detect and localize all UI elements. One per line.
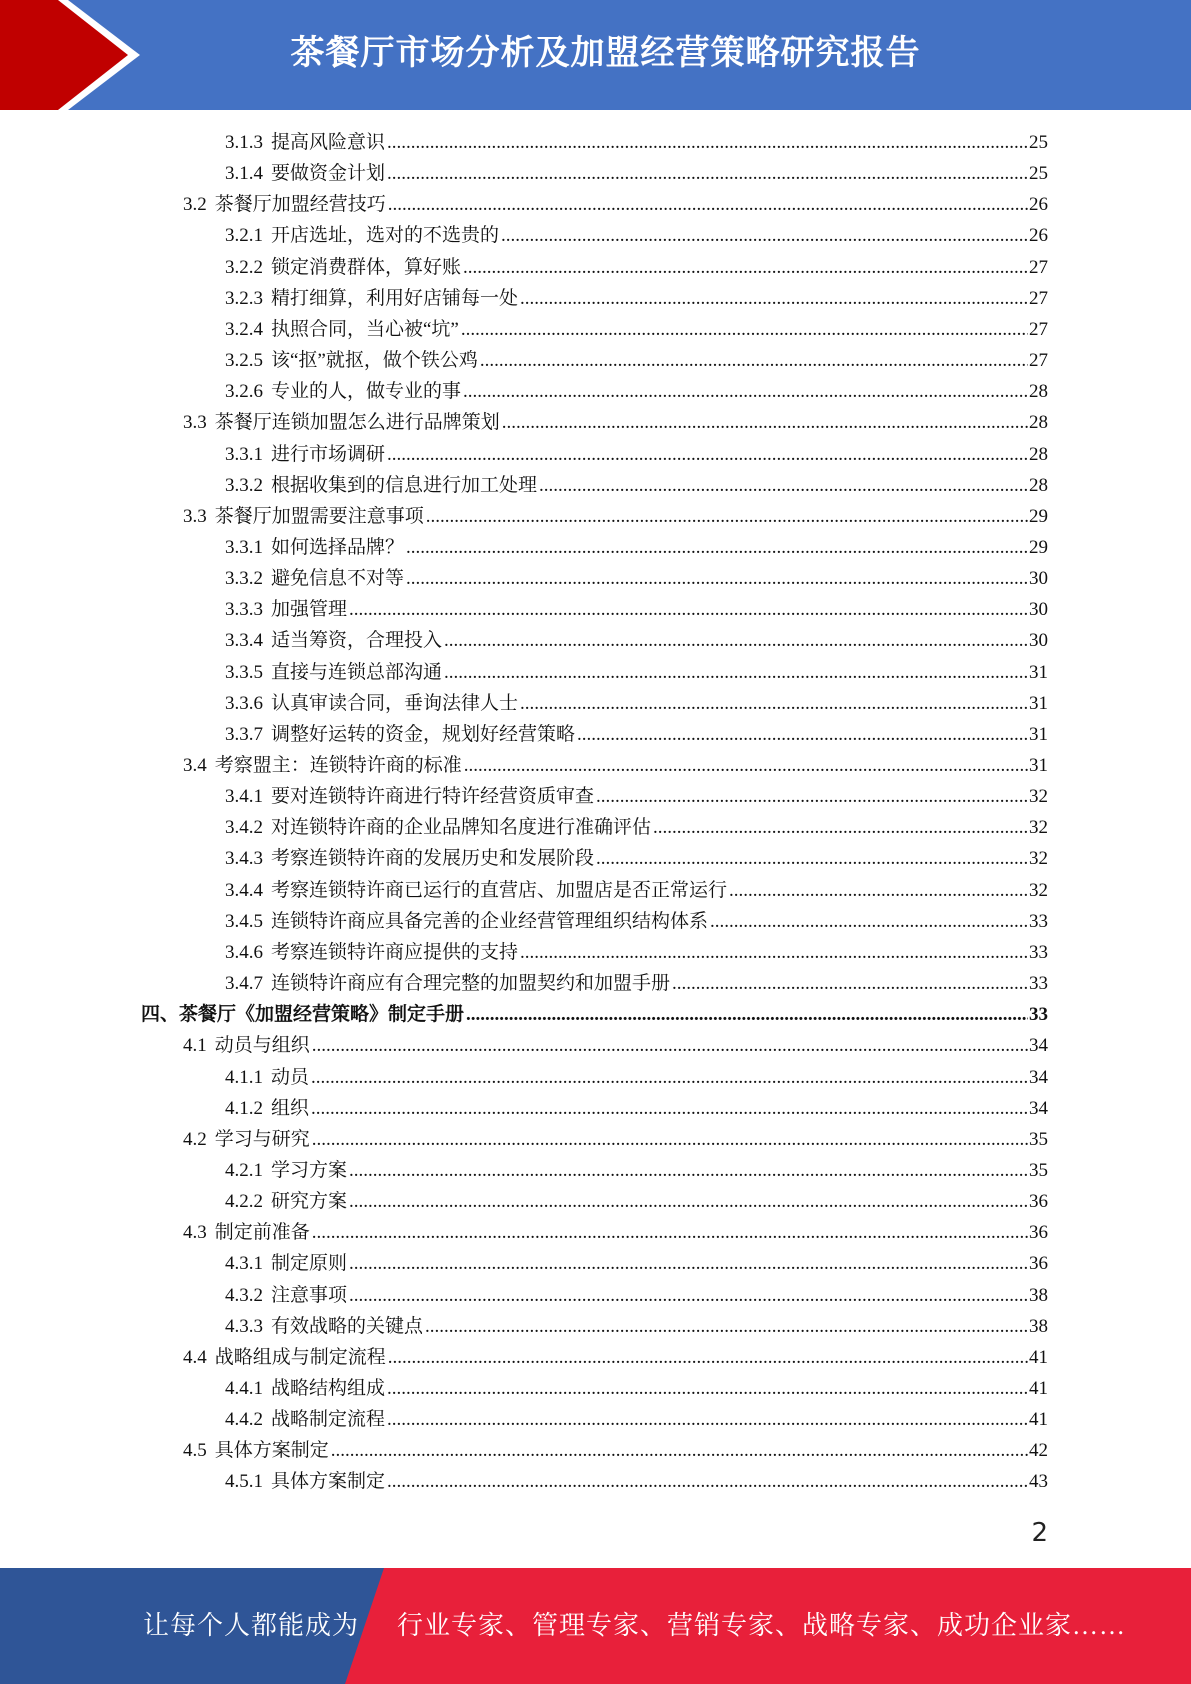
toc-entry-title: 要对连锁特许商进行特许经营资质审查 xyxy=(271,786,595,808)
toc-entry-page: 38 xyxy=(1029,1284,1048,1306)
toc-entry-number: 4.1 xyxy=(183,1035,207,1057)
toc-entry-number: 4.3.2 xyxy=(225,1284,263,1306)
toc-dot-leader xyxy=(729,875,1028,906)
toc-entry-number: 3.3.2 xyxy=(225,568,263,590)
toc-entry-page: 42 xyxy=(1029,1440,1048,1462)
toc-entry-number: 4.1.2 xyxy=(225,1097,263,1119)
toc-entry-number: 3.2.3 xyxy=(225,287,263,309)
toc-dot-leader xyxy=(406,563,1028,594)
toc-dot-leader xyxy=(311,1062,1028,1093)
toc-entry[interactable] xyxy=(225,1373,1048,1404)
toc-dot-leader xyxy=(466,999,1028,1030)
toc-entry[interactable] xyxy=(225,376,1048,407)
toc-dot-leader xyxy=(501,220,1028,251)
toc-entry-title: 执照合同，当心被“坑” xyxy=(271,318,459,340)
toc-entry[interactable] xyxy=(225,812,1048,843)
toc-entry[interactable] xyxy=(183,189,1048,220)
toc-entry-number: 3.3.1 xyxy=(225,536,263,558)
toc-entry-number: 3.1.3 xyxy=(225,132,263,153)
toc-entry-number: 3.4.5 xyxy=(225,910,263,932)
toc-entry-page: 34 xyxy=(1029,1097,1048,1119)
toc-entry-number: 4.2.2 xyxy=(225,1191,263,1213)
toc-entry-number: 4.3.1 xyxy=(225,1253,263,1275)
toc-entry-number: 4.2 xyxy=(183,1128,207,1150)
toc-entry-page: 41 xyxy=(1029,1378,1048,1399)
toc-entry-title: 考察盟主：连锁特许商的标准 xyxy=(214,755,462,776)
toc-entry-page: 26 xyxy=(1029,225,1048,247)
toc-dot-leader xyxy=(577,719,1028,750)
toc-entry-title: 学习方案 xyxy=(271,1159,348,1181)
toc-dot-leader xyxy=(349,1155,1028,1186)
toc-entry-title: 加强管理 xyxy=(271,599,348,621)
toc-dot-leader xyxy=(349,1186,1028,1217)
toc-entry[interactable] xyxy=(225,968,1048,999)
toc-entry[interactable] xyxy=(225,252,1048,283)
toc-entry-title: 要做资金计划 xyxy=(271,163,386,185)
toc-entry-page: 32 xyxy=(1029,786,1048,808)
toc-entry-page: 31 xyxy=(1029,692,1048,714)
toc-entry-title: 茶餐厅加盟经营技巧 xyxy=(214,194,386,216)
toc-entry-page: 36 xyxy=(1029,1222,1048,1244)
toc-entry-number: 3.3.1 xyxy=(225,443,263,465)
toc-dot-leader xyxy=(444,657,1028,688)
toc-dot-leader xyxy=(596,781,1028,812)
toc-entry[interactable] xyxy=(225,283,1048,314)
toc-entry[interactable] xyxy=(225,532,1048,563)
toc-entry[interactable] xyxy=(183,407,1048,438)
toc-entry-title: 战略结构组成 xyxy=(271,1378,386,1399)
toc-entry-page: 31 xyxy=(1029,723,1048,745)
toc-dot-leader xyxy=(520,937,1028,968)
toc-entry-page: 33 xyxy=(1029,941,1048,963)
toc-entry-page: 29 xyxy=(1029,536,1048,558)
toc-entry-number: 3.3 xyxy=(183,412,207,434)
toc-entry-title: 认真审读合同，垂询法律人士 xyxy=(271,692,519,714)
toc-entry-number: 3.2.2 xyxy=(225,256,263,278)
toc-entry-title: 组织 xyxy=(271,1097,310,1119)
toc-entry[interactable] xyxy=(225,688,1048,719)
toc-entry[interactable] xyxy=(183,1030,1048,1061)
toc-entry-page: 41 xyxy=(1029,1409,1048,1431)
header-banner xyxy=(0,0,1191,110)
toc-dot-leader xyxy=(463,376,1028,407)
toc-entry[interactable] xyxy=(225,906,1048,937)
toc-entry-page: 30 xyxy=(1029,568,1048,590)
toc-dot-leader xyxy=(520,688,1028,719)
toc-entry-title: 战略组成与制定流程 xyxy=(214,1346,386,1368)
toc-entry-number: 3.4.1 xyxy=(225,786,263,808)
toc-dot-leader xyxy=(464,750,1028,781)
toc-entry[interactable] xyxy=(225,1155,1048,1186)
toc-dot-leader xyxy=(349,594,1028,625)
toc-dot-leader xyxy=(502,407,1028,438)
toc-dot-leader xyxy=(672,968,1028,999)
toc-dot-leader xyxy=(311,1093,1028,1124)
toc-dot-leader xyxy=(312,1030,1028,1061)
toc-entry-title: 四、茶餐厅《加盟经营策略》制定手册 xyxy=(141,1004,465,1026)
toc-entry-title: 动员 xyxy=(271,1066,310,1088)
toc-entry[interactable] xyxy=(225,719,1048,750)
toc-dot-leader xyxy=(312,1124,1028,1155)
footer-slogan-left: 让每个人都能成为 xyxy=(143,1611,360,1640)
toc-dot-leader xyxy=(444,625,1028,656)
toc-entry-title: 研究方案 xyxy=(271,1191,348,1213)
toc-entry-number: 3.3.2 xyxy=(225,474,263,496)
toc-entry[interactable] xyxy=(225,439,1048,470)
toc-entry-title: 具体方案制定 xyxy=(214,1440,329,1462)
toc-entry-title: 注意事项 xyxy=(271,1284,348,1306)
toc-entry-page: 32 xyxy=(1029,848,1048,870)
toc-entry-number: 3.4.6 xyxy=(225,941,263,963)
toc-entry-number: 3.2.4 xyxy=(225,318,263,340)
toc-entry[interactable] xyxy=(183,1342,1048,1373)
document-title: 茶餐厅市场分析及加盟经营策略研究报告 xyxy=(290,33,921,73)
toc-entry[interactable] xyxy=(225,937,1048,968)
toc-dot-leader xyxy=(387,1466,1028,1497)
toc-entry[interactable] xyxy=(225,594,1048,625)
toc-entry-title: 具体方案制定 xyxy=(271,1471,386,1493)
toc-entry-page: 34 xyxy=(1029,1035,1048,1057)
toc-dot-leader xyxy=(312,1217,1028,1248)
toc-entry[interactable] xyxy=(225,875,1048,906)
toc-entry-number: 3.2.6 xyxy=(225,381,263,403)
toc-entry-page: 36 xyxy=(1029,1191,1048,1213)
toc-entry[interactable] xyxy=(141,999,1048,1030)
toc-dot-leader xyxy=(463,252,1028,283)
toc-entry-page: 30 xyxy=(1029,599,1048,621)
toc-dot-leader xyxy=(349,1248,1028,1279)
toc-entry[interactable] xyxy=(225,1248,1048,1279)
toc-dot-leader xyxy=(387,158,1028,189)
toc-entry-title: 锁定消费群体，算好账 xyxy=(271,256,462,278)
page-number: 2 xyxy=(1031,1518,1048,1548)
toc-entry-page: 28 xyxy=(1029,474,1048,496)
toc-entry-title: 考察连锁特许商的发展历史和发展阶段 xyxy=(271,848,595,870)
toc-entry-page: 27 xyxy=(1029,256,1048,278)
toc-entry-number: 4.5.1 xyxy=(225,1471,263,1493)
toc-entry-page: 27 xyxy=(1029,350,1048,372)
toc-entry-number: 3.1.4 xyxy=(225,163,263,185)
toc-dot-leader xyxy=(461,314,1028,345)
toc-entry[interactable] xyxy=(225,1280,1048,1311)
toc-entry-title: 考察连锁特许商已运行的直营店、加盟店是否正常运行 xyxy=(271,879,728,901)
toc-dot-leader xyxy=(349,1280,1028,1311)
toc-dot-leader xyxy=(480,345,1028,376)
footer-banner xyxy=(0,1568,1191,1684)
toc-entry-page: 32 xyxy=(1029,817,1048,839)
toc-dot-leader xyxy=(388,1342,1028,1373)
toc-entry-page: 27 xyxy=(1029,287,1048,309)
toc-entry-page: 34 xyxy=(1029,1066,1048,1088)
toc-entry-number: 4.3.3 xyxy=(225,1315,263,1337)
toc-entry-page: 36 xyxy=(1029,1253,1048,1275)
toc-entry-title: 避免信息不对等 xyxy=(271,568,405,590)
toc-entry-number: 3.3.6 xyxy=(225,692,263,714)
toc-entry-title: 调整好运转的资金，规划好经营策略 xyxy=(271,723,576,745)
toc-entry-title: 连锁特许商应具备完善的企业经营管理组织结构体系 xyxy=(271,910,709,932)
toc-entry[interactable] xyxy=(183,1124,1048,1155)
toc-entry-page: 28 xyxy=(1029,443,1048,465)
footer-slogan-right: 行业专家、管理专家、营销专家、战略专家、成功企业家…… xyxy=(397,1611,1127,1640)
toc-dot-leader xyxy=(387,1404,1028,1435)
toc-entry-page: 32 xyxy=(1029,879,1048,901)
toc-entry-number: 3.3.4 xyxy=(225,630,263,652)
toc-dot-leader xyxy=(331,1435,1028,1466)
toc-entry-number: 3.4 xyxy=(183,755,207,776)
toc-entry-title: 根据收集到的信息进行加工处理 xyxy=(271,474,538,496)
toc-entry-title: 茶餐厅加盟需要注意事项 xyxy=(214,505,424,527)
toc-entry-number: 4.2.1 xyxy=(225,1159,263,1181)
toc-entry-title: 专业的人，做专业的事 xyxy=(271,381,462,403)
toc-entry[interactable] xyxy=(225,1404,1048,1435)
toc-dot-leader xyxy=(596,843,1028,874)
toc-entry-title: 有效战略的关键点 xyxy=(271,1315,424,1337)
toc-entry-number: 3.3.7 xyxy=(225,723,263,745)
toc-dot-leader xyxy=(387,1373,1028,1404)
toc-dot-leader xyxy=(653,812,1028,843)
toc-entry-page: 41 xyxy=(1029,1346,1048,1368)
toc-entry-title: 茶餐厅连锁加盟怎么进行品牌策划 xyxy=(214,412,500,434)
toc-entry[interactable] xyxy=(225,220,1048,251)
toc-entry-page: 31 xyxy=(1029,755,1048,776)
toc-entry-title: 直接与连锁总部沟通 xyxy=(271,661,443,683)
toc-entry-number: 3.3.3 xyxy=(225,599,263,621)
toc-entry-number: 3.2.1 xyxy=(225,225,263,247)
toc-entry-title: 如何选择品牌？ xyxy=(271,536,405,558)
toc-entry-number: 3.2.5 xyxy=(225,350,263,372)
toc-dot-leader xyxy=(539,470,1028,501)
toc-entry[interactable] xyxy=(225,625,1048,656)
toc-entry-title: 适当筹资，合理投入 xyxy=(271,630,443,652)
toc-dot-leader xyxy=(710,906,1028,937)
toc-dot-leader xyxy=(387,439,1028,470)
toc-entry-title: 该“抠”就抠，做个铁公鸡 xyxy=(271,350,478,372)
toc-entry-page: 35 xyxy=(1029,1128,1048,1150)
toc-entry-page: 33 xyxy=(1029,910,1048,932)
toc-entry-title: 连锁特许商应有合理完整的加盟契约和加盟手册 xyxy=(271,973,671,995)
toc-entry-title: 提高风险意识 xyxy=(271,132,386,153)
toc-entry-page: 31 xyxy=(1029,661,1048,683)
toc-entry-title: 精打细算，利用好店铺每一处 xyxy=(271,287,519,309)
toc-dot-leader xyxy=(520,283,1028,314)
toc-dot-leader xyxy=(406,532,1028,563)
toc-entry-page: 35 xyxy=(1029,1159,1048,1181)
toc-entry-title: 战略制定流程 xyxy=(271,1409,386,1431)
toc-entry-title: 制定前准备 xyxy=(214,1222,310,1244)
toc-entry-title: 制定原则 xyxy=(271,1253,348,1275)
toc-entry-number: 3.4.7 xyxy=(225,973,263,995)
toc-entry-number: 4.3 xyxy=(183,1222,207,1244)
toc-entry[interactable] xyxy=(225,1186,1048,1217)
toc-entry-number: 3.3 xyxy=(183,505,207,527)
toc-entry-page: 27 xyxy=(1029,318,1048,340)
toc-entry-number: 3.3.5 xyxy=(225,661,263,683)
toc-entry-title: 考察连锁特许商应提供的支持 xyxy=(271,941,519,963)
toc-dot-leader xyxy=(387,127,1028,158)
toc-entry[interactable] xyxy=(183,1217,1048,1248)
toc-entry-page: 26 xyxy=(1029,194,1048,216)
toc-entry-number: 4.5 xyxy=(183,1440,207,1462)
toc-entry-page: 38 xyxy=(1029,1315,1048,1337)
toc-entry-number: 4.1.1 xyxy=(225,1066,263,1088)
toc-entry[interactable] xyxy=(225,1466,1048,1497)
toc-entry-number: 4.4.1 xyxy=(225,1378,263,1399)
toc-entry-title: 动员与组织 xyxy=(214,1035,310,1057)
toc-entry[interactable] xyxy=(225,843,1048,874)
toc-dot-leader xyxy=(425,1311,1028,1342)
toc-entry[interactable] xyxy=(183,750,1048,781)
toc-entry-page: 30 xyxy=(1029,630,1048,652)
toc-entry[interactable] xyxy=(225,1093,1048,1124)
toc-entry-number: 3.2 xyxy=(183,194,207,216)
toc-entry[interactable] xyxy=(225,158,1048,189)
toc-entry-number: 3.4.4 xyxy=(225,879,263,901)
toc-entry[interactable] xyxy=(183,501,1048,532)
toc-entry[interactable] xyxy=(225,345,1048,376)
toc-entry-page: 43 xyxy=(1029,1471,1048,1493)
toc-entry[interactable] xyxy=(225,563,1048,594)
toc-entry[interactable] xyxy=(225,127,1048,158)
toc-entry-page: 33 xyxy=(1029,1004,1048,1026)
toc-entry[interactable] xyxy=(225,1062,1048,1093)
toc-entry-number: 3.4.2 xyxy=(225,817,263,839)
toc-entry[interactable] xyxy=(225,470,1048,501)
toc-dot-leader xyxy=(388,189,1028,220)
toc-entry-page: 29 xyxy=(1029,505,1048,527)
toc-entry-page: 25 xyxy=(1029,132,1048,153)
toc-dot-leader xyxy=(426,501,1028,532)
toc-entry-number: 4.4.2 xyxy=(225,1409,263,1431)
toc-entry-title: 学习与研究 xyxy=(214,1128,310,1150)
toc-entry-title: 对连锁特许商的企业品牌知名度进行准确评估 xyxy=(271,817,652,839)
toc-entry-page: 33 xyxy=(1029,973,1048,995)
toc-entry-page: 28 xyxy=(1029,381,1048,403)
toc-entry[interactable] xyxy=(225,314,1048,345)
toc-entry[interactable] xyxy=(225,781,1048,812)
toc-entry[interactable] xyxy=(225,1311,1048,1342)
toc-entry-title: 开店选址，选对的不选贵的 xyxy=(271,225,500,247)
toc-entry-title: 进行市场调研 xyxy=(271,443,386,465)
toc-entry-page: 28 xyxy=(1029,412,1048,434)
toc-entry[interactable] xyxy=(225,657,1048,688)
toc-entry-number: 4.4 xyxy=(183,1346,207,1368)
toc-entry-page: 25 xyxy=(1029,163,1048,185)
toc-entry-number: 3.4.3 xyxy=(225,848,263,870)
toc-entry[interactable] xyxy=(183,1435,1048,1466)
